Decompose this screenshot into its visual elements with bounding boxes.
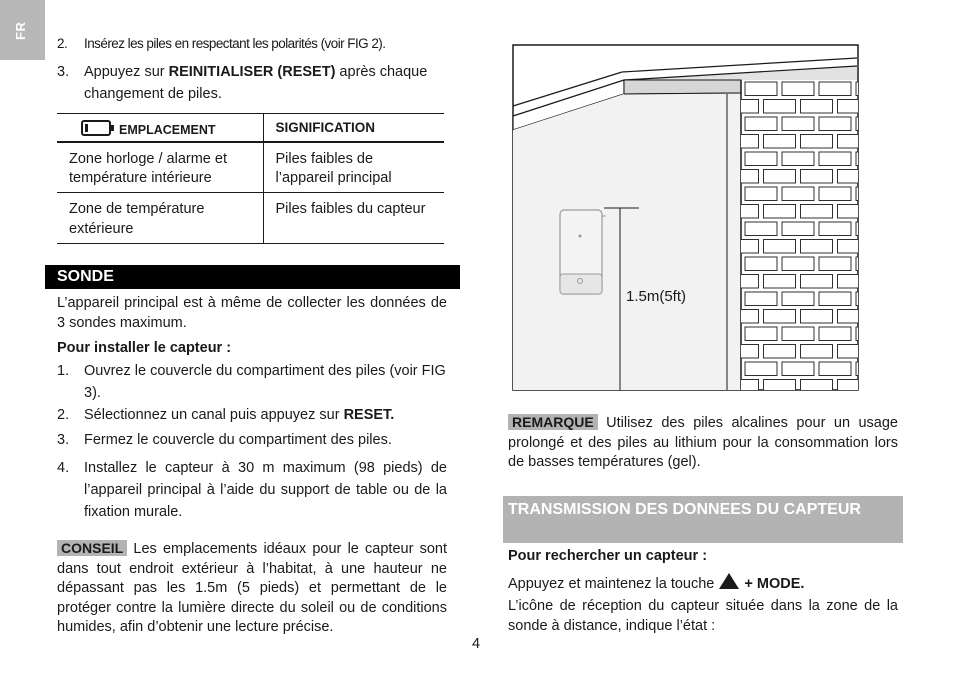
section-heading-sonde: SONDE <box>45 265 460 289</box>
brick <box>745 152 777 166</box>
brick <box>838 275 861 289</box>
install-heading: Pour installer le capteur : <box>57 340 232 356</box>
brick <box>819 222 851 236</box>
brick <box>819 152 851 166</box>
brick <box>838 100 861 114</box>
list-item: 1. Ouvrez le couvercle du compartiment des piles (voir FIG 3). <box>57 363 446 401</box>
brick <box>782 222 814 236</box>
brick <box>819 257 851 271</box>
language-tab <box>0 0 45 60</box>
brick <box>838 345 861 359</box>
brick <box>838 310 861 324</box>
brick <box>819 292 851 306</box>
brick <box>801 310 833 324</box>
brick <box>856 327 860 341</box>
section-heading-transmission: TRANSMISSION DES DONNEES DU CAPTEUR <box>503 496 903 543</box>
brick <box>764 100 796 114</box>
brick <box>782 117 814 131</box>
brick <box>801 170 833 184</box>
brick <box>782 327 814 341</box>
brick <box>838 240 861 254</box>
brick <box>745 222 777 236</box>
brick <box>764 310 796 324</box>
brick <box>764 240 796 254</box>
brick <box>764 275 796 289</box>
up-triangle-icon <box>718 572 740 590</box>
brick <box>745 362 777 376</box>
battery-table <box>57 113 444 244</box>
brick <box>745 327 777 341</box>
brick <box>856 292 860 306</box>
brick <box>819 187 851 201</box>
brick <box>782 362 814 376</box>
brick <box>856 117 860 131</box>
tip-paragraph: CONSEIL Les emplacements idéaux pour le capteur sont dans tout endroit extérieur à l’habitat, à une hauteur ne dépassant pas les 1.5m (5 pieds) et permettant de le protéger contre la lumière directe du soleil ou de conditions humides, afin d’obtenir une lecture précise. <box>57 540 447 635</box>
sonde-intro: L’appareil principal est à même de collecter les données de 3 sondes maximum. <box>57 295 447 331</box>
brick <box>819 117 851 131</box>
icon-description: L’icône de réception du capteur située dans la zone de la sonde à distance, indique l’état : <box>508 598 898 634</box>
remark-label: REMARQUE <box>508 414 598 430</box>
brick <box>745 82 777 96</box>
brick <box>838 205 861 219</box>
list-item: 2. Insérez les piles en respectant les polarités (voir FIG 2). <box>57 36 386 51</box>
table-header-signification: SIGNIFICATION <box>263 114 444 142</box>
brick <box>856 257 860 271</box>
brick <box>764 135 796 149</box>
language-tab-label: FR <box>13 21 28 40</box>
brick <box>745 117 777 131</box>
brick <box>856 82 860 96</box>
list-item: 3. Fermez le couvercle du compartiment des piles. <box>57 432 392 448</box>
brick <box>782 257 814 271</box>
brick <box>838 135 861 149</box>
remark-paragraph: REMARQUE Utilisez des piles alcalines pour un usage prolongé et des piles au lithium pour la consommation lors de basses températures (gel). <box>508 414 898 470</box>
press-instruction: Appuyez et maintenez la touche + MODE. <box>508 572 898 595</box>
brick <box>819 82 851 96</box>
tip-label: CONSEIL <box>57 540 127 556</box>
brick <box>745 257 777 271</box>
brick <box>745 292 777 306</box>
brick <box>801 205 833 219</box>
brick <box>782 82 814 96</box>
list-item: 2. Sélectionnez un canal puis appuyez sur RESET. <box>57 407 395 423</box>
table-row: Zone horloge / alarme et température intérieure Piles faibles de l’appareil principal <box>57 142 444 193</box>
brick <box>801 135 833 149</box>
brick <box>801 240 833 254</box>
brick <box>856 187 860 201</box>
brick <box>819 327 851 341</box>
brick <box>764 205 796 219</box>
brick <box>801 275 833 289</box>
brick <box>856 362 860 376</box>
brick <box>782 152 814 166</box>
search-heading: Pour rechercher un capteur : <box>508 548 708 564</box>
battery-icon <box>81 120 115 136</box>
page-number: 4 <box>472 636 481 652</box>
list-item: 3. Appuyez sur REINITIALISER (RESET) après chaque changement de piles. <box>57 64 428 102</box>
brick <box>856 152 860 166</box>
table-row: Zone de température extérieure Piles faibles du capteur <box>57 193 444 244</box>
brick <box>801 100 833 114</box>
brick <box>782 292 814 306</box>
brick <box>764 170 796 184</box>
brick <box>838 170 861 184</box>
table-header-location: EMPLACEMENT <box>57 114 263 142</box>
brick <box>856 222 860 236</box>
brick <box>819 362 851 376</box>
brick <box>764 345 796 359</box>
sensor-installation-figure <box>512 44 860 392</box>
brick <box>801 345 833 359</box>
brick <box>745 187 777 201</box>
list-item: 4. Installez le capteur à 30 m maximum (98 pieds) de l’appareil principal à l’aide du support de table ou de la fixation murale. <box>57 460 447 520</box>
brick <box>782 187 814 201</box>
height-label: 1.5m(5ft) <box>626 288 687 305</box>
